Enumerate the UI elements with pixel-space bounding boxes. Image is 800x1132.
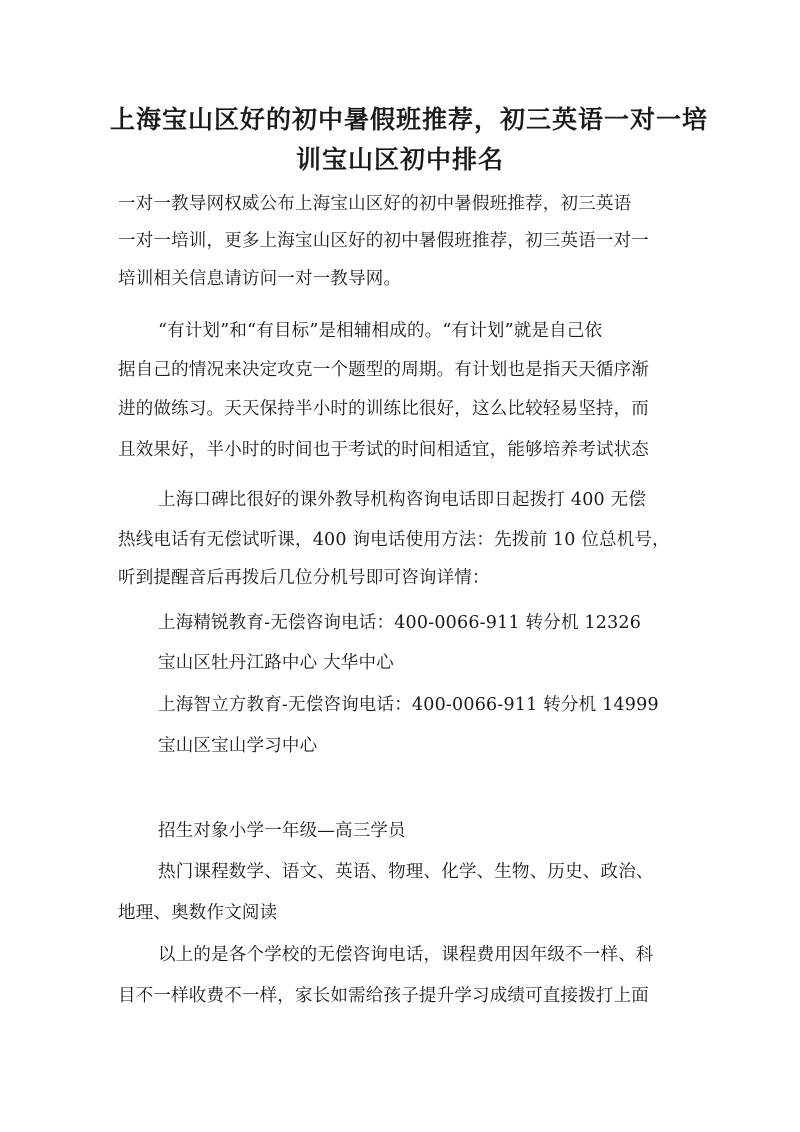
intro-line-2: 一对一培训，更多上海宝山区好的初中暑假班推荐，初三英语一对一 [118,231,649,251]
org-1-branches: 宝山区牡丹江路中心 大华中心 [158,653,394,673]
org-2-phone-line: 上海智立方教育-无偿咨询电话：400-0066-911 转分机 14999 [158,695,659,715]
plan-paragraph-line-1: “有计划”和“有目标”是相辅相成的。“有计划”就是自己依 [158,321,603,341]
org-2-branches: 宝山区宝山学习中心 [158,736,318,756]
courses-line-1: 热门课程数学、语文、英语、物理、化学、生物、历史、政治、 [158,862,654,882]
intro-line-1: 一对一教导网权威公布上海宝山区好的初中暑假班推荐，初三英语 [118,194,632,214]
document-title-line-2: 训宝山区初中排名 [295,145,504,174]
hotline-paragraph-line-3: 听到提醒音后再拨后几位分机号即可咨询详情： [118,568,490,588]
org-1-phone-line: 上海精锐教育-无偿咨询电话：400-0066-911 转分机 12326 [158,613,642,633]
closing-paragraph-line-2: 目不一样收费不一样，家长如需给孩子提升学习成绩可直接拨打上面 [118,986,649,1006]
plan-paragraph-line-3: 进的做练习。天天保持半小时的训练比很好，这么比较轻易坚持，而 [118,399,649,419]
enrollment-target: 招生对象小学一年级—高三学员 [158,821,406,841]
plan-paragraph-line-4: 且效果好，半小时的时间也于考试的时间相适宜，能够培养考试状态 [118,440,649,460]
closing-paragraph-line-1: 以上的是各个学校的无偿咨询电话，课程费用因年级不一样、科 [158,945,654,965]
intro-line-3: 培训相关信息请访问一对一教导网。 [118,269,402,289]
hotline-paragraph-line-1: 上海口碑比很好的课外教导机构咨询电话即日起拨打 400 无偿 [158,490,647,510]
document-title-line-1: 上海宝山区好的初中暑假班推荐，初三英语一对一培 [110,105,709,134]
hotline-paragraph-line-2: 热线电话有无偿试听课，400 询电话使用方法：先拨前 10 位总机号， [118,530,670,550]
plan-paragraph-line-2: 据自己的情况来决定攻克一个题型的周期。有计划也是指天天循序渐 [118,360,649,380]
courses-line-2: 地理、奥数作文阅读 [118,903,278,923]
